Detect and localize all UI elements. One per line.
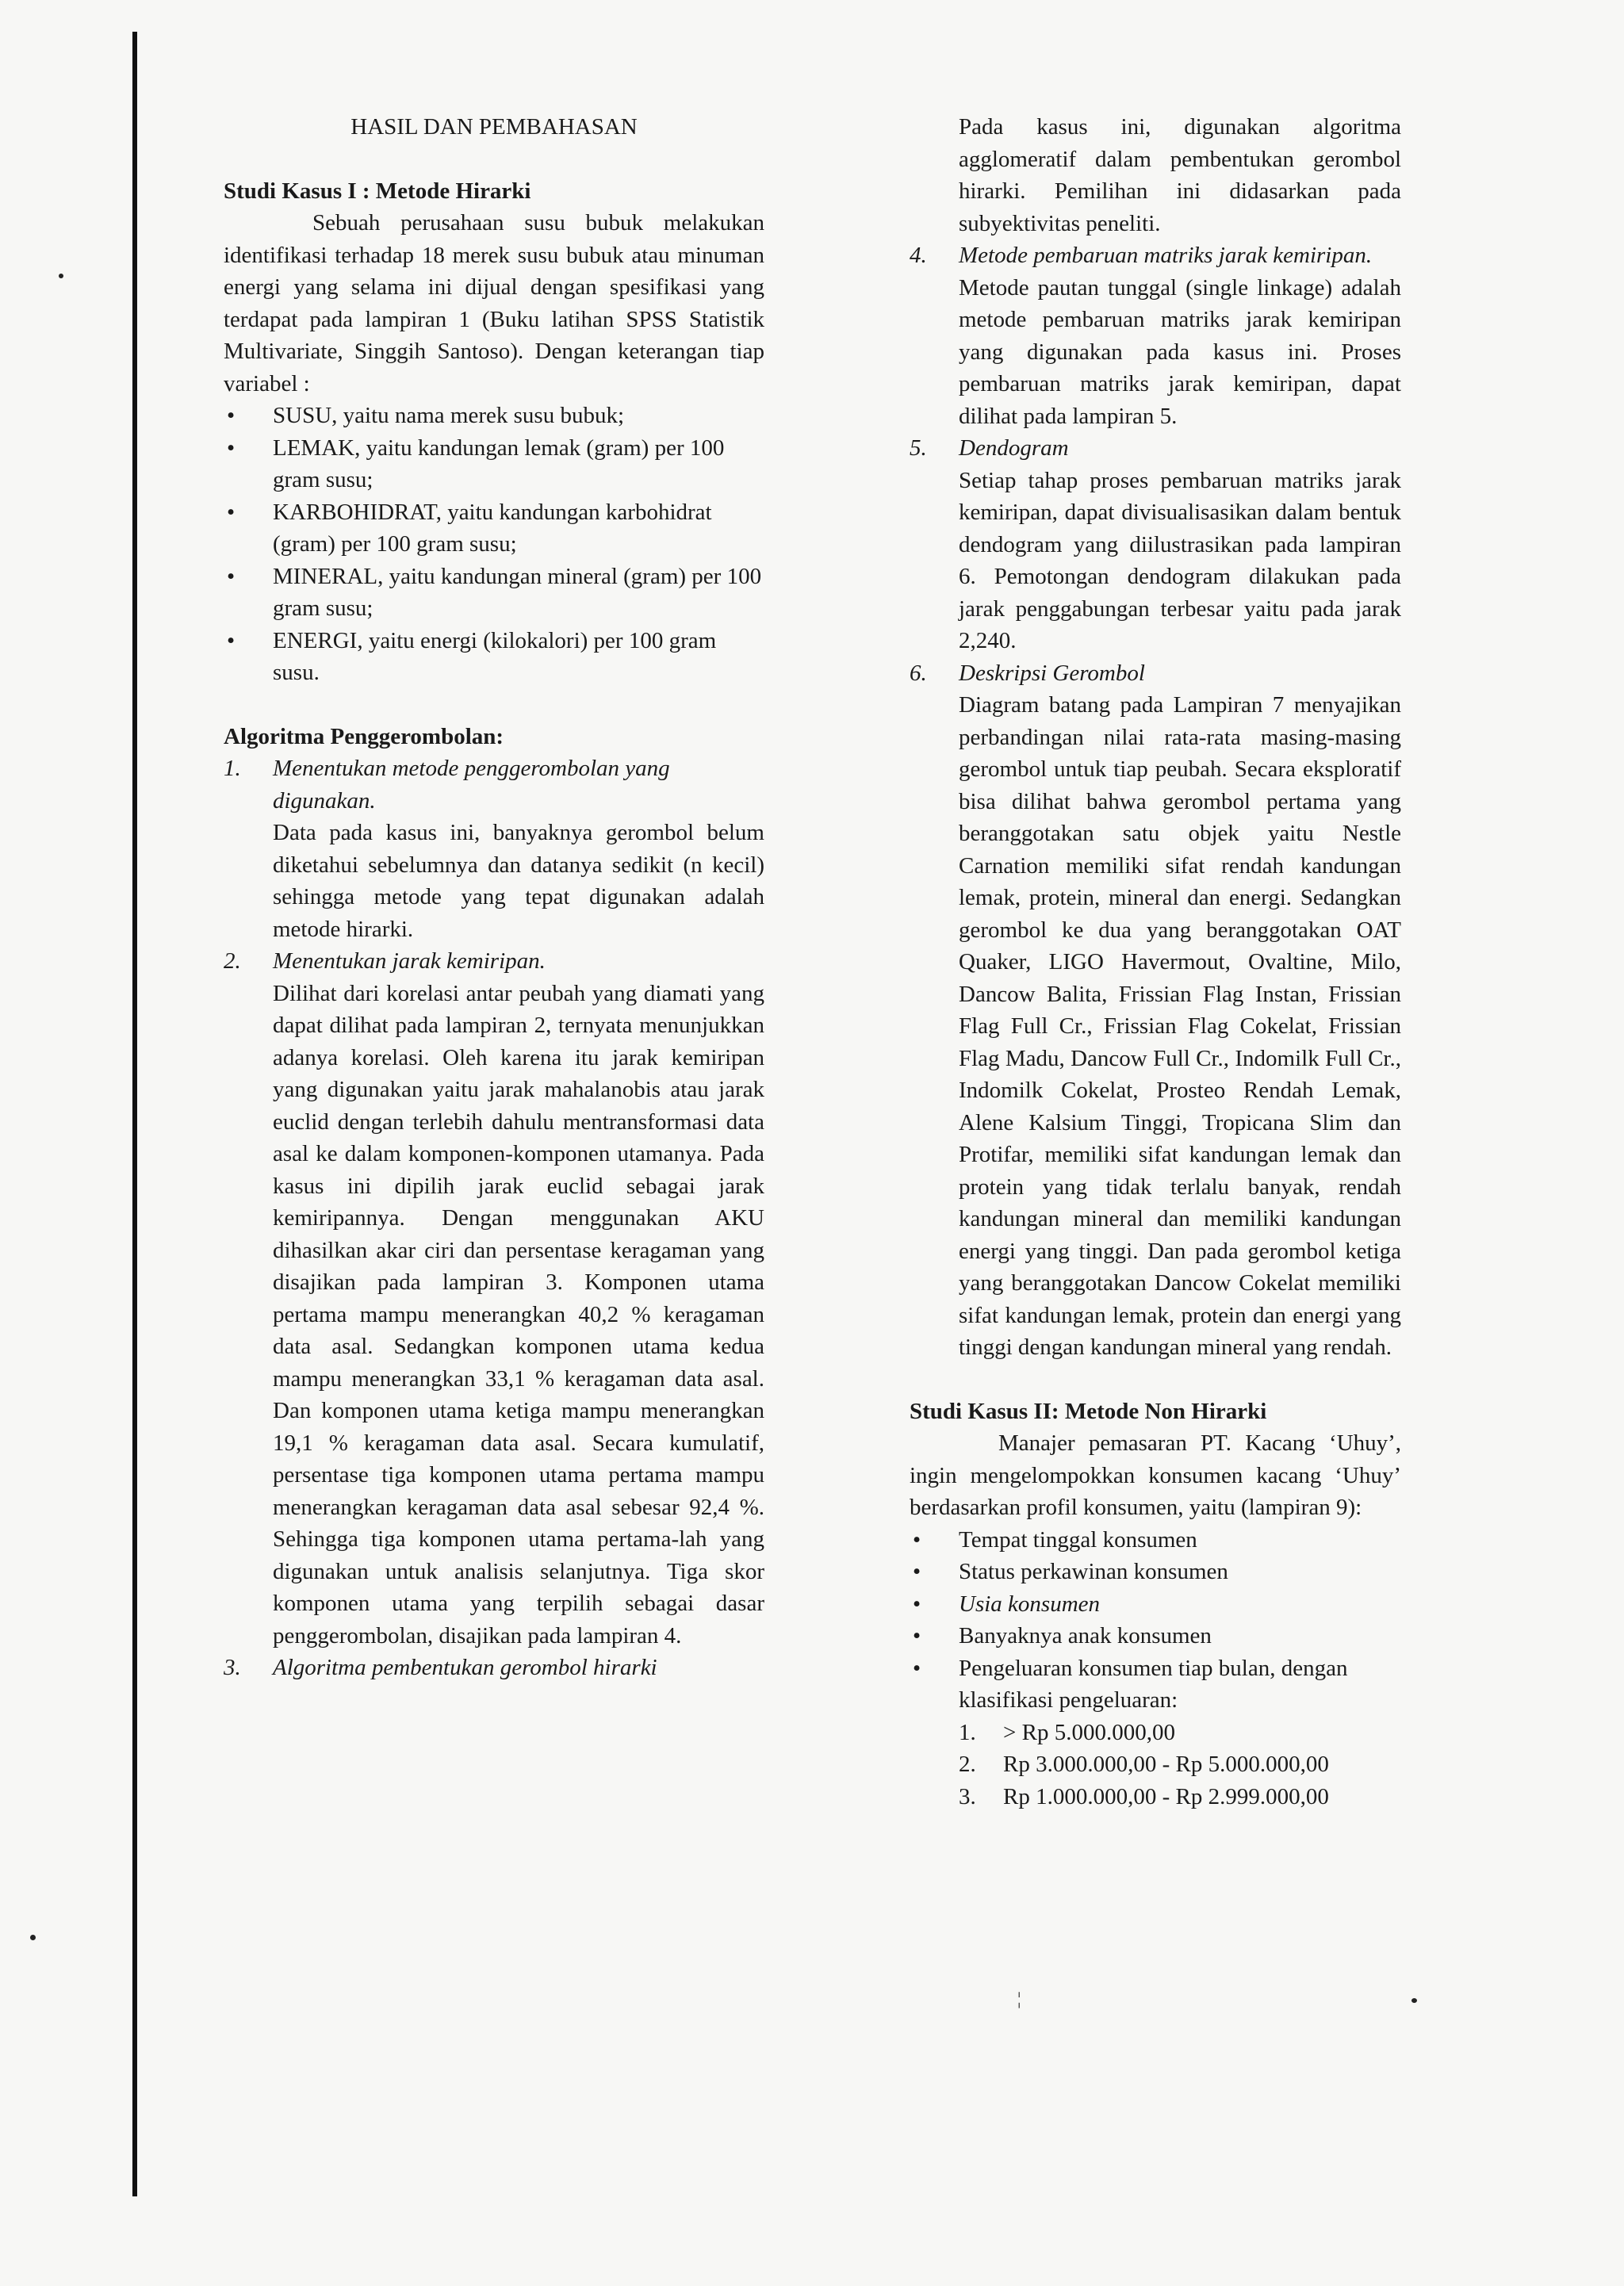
list-item: • ENERGI, yaitu energi (kilokalori) per 100 gram susu.	[224, 625, 764, 689]
list-item: • LEMAK, yaitu kandungan lemak (gram) per 100 gram susu;	[224, 432, 764, 496]
step-title: Menentukan metode penggerombolan yang digunakan.	[273, 756, 670, 814]
list-item	[910, 1588, 1401, 1621]
spending-item	[959, 1781, 1401, 1813]
spending-list	[959, 1717, 1401, 1813]
step-body: Diagram batang pada Lampiran 7 menyajikan perbandingan nilai rata-rata masing-masing gerombol untuk tiap peubah. Secara eksploratif bisa dilihat bahwa gerombol pertama yang beranggotakan satu objek yaitu Nestle Carnation memiliki sifat rendah kandungan lemak, protein, mineral dan energi. Sedangkan gerombol ke dua yang beranggotakan OAT Quaker, LIGO Havermout, Ovaltine, Milo, Dancow Balita, Frissian Flag Instan, Frissian Flag Full Cr., Frissian Flag Cokelat, Frissian Flag Madu, Dancow Full Cr., Indomilk Full Cr., Indomilk Cokelat, Prosteo Rendah Lemak, Alene Kalsium Tinggi, Tropicana Slim dan Protifar, memiliki sifat kandungan lemak dan protein yang tidak terlalu banyak, rendah kandungan mineral dan memiliki kandungan energi yang tinggi. Dan pada gerombol ketiga yang beranggotakan Dancow Cokelat memiliki sifat kandungan lemak, protein dan energi yang tinggi dengan kandungan mineral yang rendah.	[959, 692, 1401, 1360]
left-column	[224, 111, 764, 1684]
step-number: 6.	[910, 660, 927, 686]
algorithm-heading: Algoritma Penggerombolan:	[224, 723, 504, 749]
list-item	[910, 1652, 1401, 1813]
step-item	[910, 239, 1401, 432]
list-item: • Status perkawinan konsumen	[910, 1556, 1401, 1588]
scan-speck	[59, 274, 63, 278]
case2-intro: Manajer pemasaran PT. Kacang ‘Uhuy’, ingin mengelompokkan konsumen kacang ‘Uhuy’ berdasarkan profil konsumen, yaitu (lampiran 9):	[910, 1430, 1401, 1520]
step-continuation	[910, 111, 1401, 239]
case1-heading: Studi Kasus I : Metode Hirarki	[224, 178, 531, 204]
case2-heading: Studi Kasus II: Metode Non Hirarki	[910, 1398, 1267, 1424]
step-title: Menentukan jarak kemiripan.	[273, 948, 546, 974]
step-number: 1.	[224, 756, 241, 781]
step-item	[224, 1652, 764, 1684]
spending-text: Rp 1.000.000,00 - Rp 2.999.000,00	[1003, 1783, 1329, 1809]
list-item: • KARBOHIDRAT, yaitu kandungan karbohidrat (gram) per 100 gram susu;	[224, 496, 764, 561]
step-number: 5.	[910, 435, 927, 461]
algorithm-steps-right	[910, 111, 1401, 1364]
scan-speck	[1411, 1998, 1417, 2003]
step-body: Data pada kasus ini, banyaknya gerombol belum diketahui sebelumnya dan datanya sedikit (n kecil) sehingga metode yang tepat digunakan adalah metode hirarki.	[273, 820, 764, 942]
scan-margin-line	[132, 32, 137, 2196]
step-body: Dilihat dari korelasi antar peubah yang diamati yang dapat dilihat pada lampiran 2, ternyata menunjukkan adanya korelasi. Oleh karena itu jarak kemiripan yang digunakan yaitu jarak mahalanobis atau jarak euclid dengan terlebih dahulu mentransformasi data asal ke dalam komponen-komponen utamanya. Pada kasus ini dipilih jarak euclid sebagai jarak kemiripannya. Dengan menggunakan AKU dihasilkan akar ciri dan persentase keragaman yang disajikan pada lampiran 3. Komponen utama pertama mampu menerangkan 40,2 % keragaman data asal. Sedangkan komponen utama kedua mampu menerangkan 33,1 % keragaman data asal. Dan komponen utama ketiga mampu menerangkan 19,1 % keragaman data asal. Secara kumulatif, persentase tiga komponen utama pertama mampu menerangkan keragaman data asal sebesar 92,4 %. Sehingga tiga komponen utama pertama-lah yang digunakan untuk analisis selanjutnya. Tiga skor komponen utama yang terpilih sebagai dasar penggerombolan, disajikan pada lampiran 4.	[273, 980, 764, 1648]
step-title: Deskripsi Gerombol	[959, 660, 1145, 686]
spending-number: 2.	[959, 1752, 976, 1777]
step-title: Dendogram	[959, 435, 1069, 461]
spending-item	[959, 1748, 1401, 1781]
list-item: • Banyaknya anak konsumen	[910, 1620, 1401, 1652]
list-item: • Tempat tinggal konsumen	[910, 1524, 1401, 1557]
step-title: Algoritma pembentukan gerombol hirarki	[273, 1655, 657, 1680]
list-item-text: Usia konsumen	[959, 1591, 1101, 1617]
spending-number: 1.	[959, 1719, 976, 1745]
spending-text: Rp 3.000.000,00 - Rp 5.000.000,00	[1003, 1752, 1329, 1777]
step-number: 4.	[910, 243, 927, 268]
step-title: Metode pembaruan matriks jarak kemiripan.	[959, 243, 1373, 268]
step-body: Metode pautan tunggal (single linkage) adalah metode pembaruan matriks jarak kemiripan yang digunakan pada kasus ini. Proses pembaruan matriks jarak kemiripan, dapat dilihat pada lampiran 5.	[959, 274, 1401, 429]
spending-text: > Rp 5.000.000,00	[1003, 1719, 1175, 1745]
scan-speck	[30, 1935, 36, 1940]
step-number: 2.	[224, 948, 241, 974]
step-item	[224, 945, 764, 1652]
step-body: Setiap tahap proses pembaruan matriks jarak kemiripan, dapat divisualisasikan dalam bentuk dendogram yang diilustrasikan pada lampiran 6. Pemotongan dendogram dilakukan pada jarak penggabungan terbesar yaitu pada jarak 2,240.	[959, 467, 1401, 653]
step-number: 3.	[224, 1655, 241, 1680]
step-item	[224, 752, 764, 945]
list-item-text: • Pengeluaran konsumen tiap bulan, dengan klasifikasi pengeluaran:	[959, 1655, 1348, 1713]
right-column	[910, 111, 1401, 1813]
profile-list	[910, 1524, 1401, 1813]
spending-number: 3.	[959, 1783, 976, 1809]
page-title: HASIL DAN PEMBAHASAN	[350, 114, 638, 140]
variable-list	[224, 400, 764, 689]
page-mark: ¦	[1017, 1989, 1021, 2008]
algorithm-steps-left	[224, 752, 764, 1684]
case1-intro: Sebuah perusahaan susu bubuk melakukan identifikasi terhadap 18 merek susu bubuk atau minuman energi yang selama ini dijual dengan spesifikasi yang terdapat pada lampiran 1 (Buku latihan SPSS Statistik Multivariate, Singgih Santoso). Dengan keterangan tiap variabel :	[224, 210, 764, 396]
list-item: • MINERAL, yaitu kandungan mineral (gram) per 100 gram susu;	[224, 561, 764, 625]
step-item	[910, 432, 1401, 657]
step-item	[910, 657, 1401, 1364]
step-body: Pada kasus ini, digunakan algoritma agglomeratif dalam pembentukan gerombol hirarki. Pemilihan ini didasarkan pada subyektivitas peneliti.	[959, 114, 1401, 236]
spending-item	[959, 1717, 1401, 1749]
list-item: • SUSU, yaitu nama merek susu bubuk;	[224, 400, 764, 432]
